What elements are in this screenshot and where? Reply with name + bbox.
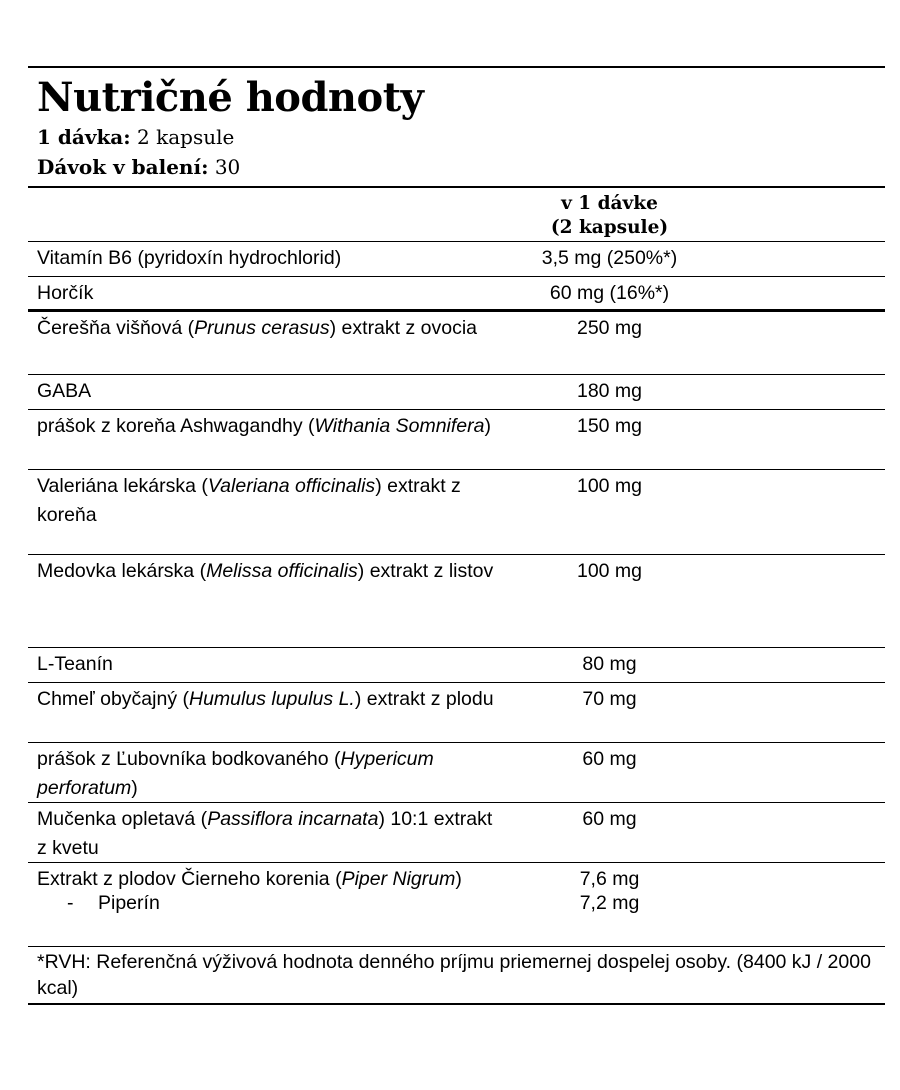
ingredient-latin-name: Humulus lupulus L. bbox=[189, 688, 355, 710]
ingredient-amount: 60 mg (16%*) bbox=[549, 282, 670, 304]
ingredient-name bbox=[28, 648, 494, 682]
ingredient-name-text: prášok z Ľubovníka bodkovaného ( bbox=[37, 748, 341, 770]
ingredient-amount: 70 mg bbox=[582, 688, 637, 710]
ingredient-amount: 60 mg bbox=[582, 748, 637, 770]
ingredient-name-text: Čerešňa višňová ( bbox=[37, 317, 195, 339]
table-row bbox=[28, 375, 885, 410]
ingredient-name-text: Vitamín B6 (pyridoxín hydrochlorid) bbox=[37, 247, 342, 269]
ingredient-amount: 100 mg bbox=[576, 560, 643, 582]
table-row bbox=[28, 555, 885, 648]
table-row bbox=[28, 470, 885, 555]
table-row bbox=[28, 803, 885, 863]
ingredient-name bbox=[28, 555, 494, 647]
ingredient-name bbox=[28, 743, 494, 802]
ingredient-amount: 180 mg bbox=[576, 380, 643, 402]
panel-title: Nutričné hodnoty bbox=[37, 74, 424, 121]
ingredient-amount: 80 mg bbox=[582, 653, 637, 675]
sub-ingredient-row bbox=[28, 891, 885, 915]
servings-per-pack-label: Dávok v balení: bbox=[37, 155, 209, 179]
ingredient-latin-name: Hypericum perforatum bbox=[37, 748, 434, 799]
ingredient-latin-name: Withania Somnifera bbox=[314, 415, 485, 437]
table-row bbox=[28, 242, 885, 277]
ingredient-name bbox=[28, 375, 494, 409]
table-row bbox=[28, 683, 885, 743]
table-header bbox=[28, 188, 885, 242]
ingredient-name-suffix: ) extrakt z plodu bbox=[354, 688, 494, 710]
ingredient-name-suffix: ) bbox=[484, 415, 491, 437]
ingredient-latin-name: Valeriana officinalis bbox=[207, 475, 376, 497]
ingredient-latin-name: Passiflora incarnata bbox=[207, 808, 379, 830]
sub-ingredient-label: Piperín bbox=[98, 892, 160, 914]
ingredient-amount: 150 mg bbox=[576, 415, 643, 437]
nutrition-panel bbox=[28, 66, 885, 1005]
ingredient-name-text: GABA bbox=[37, 380, 92, 402]
ingredient-latin-name: Piper Nigrum bbox=[341, 868, 456, 890]
ingredient-name-text: Valeriána lekárska ( bbox=[37, 475, 208, 497]
ingredient-name-suffix: ) 10:1 extrakt z kvetu bbox=[37, 808, 493, 859]
table-row bbox=[28, 277, 885, 312]
column-header-line2: (2 kapsule) bbox=[550, 217, 669, 238]
ingredient-name-text: prášok z koreňa Ashwagandhy ( bbox=[37, 415, 315, 437]
ingredient-name bbox=[28, 863, 494, 891]
top-rule bbox=[28, 66, 885, 68]
servings-per-pack bbox=[37, 152, 885, 182]
nutrition-table bbox=[28, 186, 885, 1005]
table-row bbox=[28, 743, 885, 803]
column-header-per-serving bbox=[494, 188, 885, 241]
ingredient-amount: 7,6 mg bbox=[579, 868, 640, 890]
ingredient-amount: 3,5 mg (250%*) bbox=[541, 247, 678, 269]
ingredient-name bbox=[28, 277, 494, 309]
serving-size-label: 1 dávka: bbox=[37, 125, 131, 149]
ingredient-amount: 60 mg bbox=[582, 808, 637, 830]
ingredient-name-text: Chmeľ obyčajný ( bbox=[37, 688, 189, 710]
ingredient-name-text: L-Teanín bbox=[37, 653, 113, 675]
ingredient-name bbox=[28, 312, 494, 374]
column-header-line1: v 1 dávke bbox=[561, 193, 658, 214]
ingredient-name-suffix: ) extrakt z koreňa bbox=[37, 475, 461, 526]
ingredient-name-text: Horčík bbox=[37, 282, 94, 304]
ingredient-name-suffix: ) bbox=[455, 868, 462, 890]
ingredient-amount: 250 mg bbox=[576, 317, 643, 339]
ingredient-name bbox=[28, 470, 494, 554]
ingredient-name-suffix: ) extrakt z ovocia bbox=[329, 317, 478, 339]
table-row bbox=[28, 648, 885, 683]
table-row bbox=[28, 410, 885, 470]
sub-ingredient-amount: 7,2 mg bbox=[579, 892, 640, 914]
ingredient-latin-name: Melissa officinalis bbox=[206, 560, 358, 582]
sub-ingredient-dash: - bbox=[67, 892, 74, 914]
serving-size-value: 2 kapsule bbox=[137, 125, 235, 149]
ingredient-amount: 100 mg bbox=[576, 475, 643, 497]
ingredient-name-suffix: ) extrakt z listov bbox=[357, 560, 494, 582]
ingredient-name bbox=[28, 410, 494, 469]
ingredient-name-text: Medovka lekárska ( bbox=[37, 560, 207, 582]
servings-per-pack-value: 30 bbox=[214, 155, 241, 179]
ingredient-name bbox=[28, 683, 494, 742]
ingredient-name-text: Extrakt z plodov Čierneho korenia ( bbox=[37, 868, 342, 890]
ingredient-name-suffix: ) bbox=[131, 777, 138, 799]
table-row bbox=[28, 312, 885, 375]
table-row bbox=[28, 863, 885, 947]
ingredient-latin-name: Prunus cerasus bbox=[194, 317, 330, 339]
footnote: *RVH: Referenčná výživová hodnota denného príjmu priemernej dospelej osoby. (8400 kJ / 2000 kcal) bbox=[28, 947, 885, 1005]
ingredient-name-text: Mučenka opletavá ( bbox=[37, 808, 208, 830]
serving-size bbox=[37, 122, 885, 152]
ingredient-name bbox=[28, 242, 494, 276]
ingredient-name bbox=[28, 803, 494, 862]
sub-ingredient-name bbox=[28, 891, 494, 915]
